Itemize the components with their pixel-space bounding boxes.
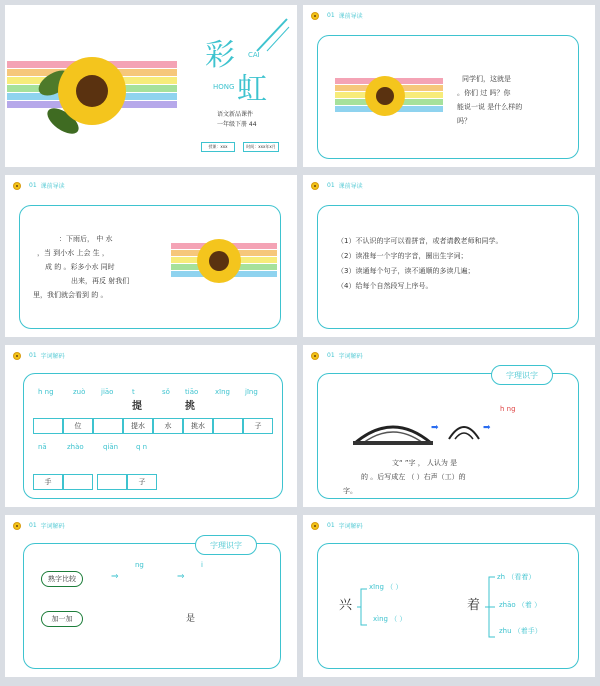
etymology-line-2: 的 。后写成左 （ ）右声（工）的	[361, 473, 466, 481]
pinyin: xīng	[215, 388, 230, 396]
slide-header: 01 字词解码	[311, 351, 363, 360]
word-box[interactable]	[63, 474, 93, 490]
pinyin: jiāo	[101, 388, 114, 396]
arrow-icon: ⇒	[177, 572, 185, 582]
reading-zhe: zhāo （着 ）	[499, 601, 542, 609]
requirement-1: （1）不认识的字可以看拼音，或者请教老师和同学。	[337, 237, 503, 245]
word-box[interactable]	[213, 418, 243, 434]
pinyin: qiān	[103, 443, 119, 451]
sunflower-icon	[13, 522, 25, 530]
sunflower-icon	[311, 352, 323, 360]
slide-1-title[interactable]	[5, 5, 297, 167]
sunflower-icon	[311, 12, 323, 20]
word-box[interactable]	[97, 474, 127, 490]
rainbow-sunflower-image	[335, 68, 445, 130]
etymology-line-1: 文“ ”字 ， 人认为 是	[392, 459, 458, 467]
add-pill[interactable]: 加一加	[41, 611, 83, 627]
arrow-icon: ➡	[483, 423, 491, 433]
intro-line-2: 。你们 过 吗？你	[457, 89, 511, 97]
slide-5-words[interactable]	[5, 345, 297, 507]
reading-xing: xīng （ ）	[369, 583, 403, 591]
bold-char-tiao: 挑	[185, 401, 195, 412]
etymology-cloud: 字理识字	[195, 535, 257, 555]
ancient-character-image	[447, 421, 481, 441]
slide-header: 01 课前导读	[13, 181, 65, 190]
pinyin: zuò	[73, 388, 86, 396]
word-box[interactable]	[33, 418, 63, 434]
pinyin: i	[201, 561, 203, 569]
requirement-4: （4）给每个自然段写上序号。	[337, 282, 433, 290]
pinyin: jīng	[245, 388, 258, 396]
reading-line-4: 出来，再反 射我们	[71, 277, 130, 285]
rainbow-sunflower-image	[7, 33, 187, 143]
word-box[interactable]: 提水	[123, 418, 153, 434]
slide-header: 01 课前导读	[311, 11, 363, 20]
slide-header: 01 课前导读	[311, 181, 363, 190]
requirement-2: （2）读准每一个字的字音，圈出生字词；	[337, 252, 468, 260]
pinyin: zhào	[67, 443, 84, 451]
slide-header: 01 字词解码	[13, 521, 65, 530]
pinyin: tiāo	[185, 388, 199, 396]
word-box[interactable]: 位	[63, 418, 93, 434]
pinyin-hong: h ng	[500, 405, 516, 413]
compare-pill[interactable]: 熟字比较	[41, 571, 83, 587]
word-box[interactable]: 手	[33, 474, 63, 490]
sunflower-icon	[311, 522, 323, 530]
slide-2-intro[interactable]	[303, 5, 595, 167]
teacher-button[interactable]: 授课：xxx	[201, 142, 235, 152]
date-button[interactable]: 时间：xxx年x月	[243, 142, 279, 152]
pinyin: t	[132, 388, 135, 396]
bracket-icon	[485, 575, 497, 639]
slide-8-polyphones[interactable]	[303, 515, 595, 677]
bracket-icon	[357, 587, 369, 627]
slide-7-compare[interactable]	[5, 515, 297, 677]
sunflower-icon	[13, 182, 25, 190]
intro-line-1: 同学们，这就是	[462, 75, 511, 83]
requirement-3: （3）读通每个句子，读不通顺的多读几遍；	[337, 267, 475, 275]
bridge-image	[353, 415, 433, 447]
word-box[interactable]	[93, 418, 123, 434]
reading-line-5: 里，我们就会看到 的 。	[33, 291, 108, 299]
pinyin: sǒ	[162, 388, 170, 396]
pinyin: q n	[136, 443, 148, 451]
pinyin: nā	[38, 443, 47, 451]
char-zhe: 着	[467, 598, 481, 613]
etymology-line-3: 字。	[343, 487, 357, 495]
reading-xing: xìng （ ）	[373, 615, 407, 623]
reading-zhe: zhu （着手）	[499, 627, 542, 635]
char-xing: 兴	[339, 598, 353, 613]
pinyin: h ng	[38, 388, 54, 396]
slide-header: 01 字词解码	[13, 351, 65, 360]
title-hong: 虹	[237, 72, 267, 107]
arrow-icon: ➡	[431, 423, 439, 433]
slide-4-requirements[interactable]	[303, 175, 595, 337]
reading-line-1: ：下雨后， 中 水	[59, 235, 113, 243]
sunflower-icon	[311, 182, 323, 190]
content-frame	[23, 543, 281, 669]
word-box[interactable]: 子	[243, 418, 273, 434]
slide-header: 01 字词解码	[311, 521, 363, 530]
title-cai: 彩	[205, 38, 235, 73]
word-box[interactable]: 水	[153, 418, 183, 434]
pinyin: ng	[135, 561, 144, 569]
sunflower-icon	[13, 352, 25, 360]
slide-3-reading[interactable]	[5, 175, 297, 337]
reading-zhe: zh （看着）	[497, 573, 536, 581]
word-box[interactable]: 挑水	[183, 418, 213, 434]
char-shi: 是	[186, 614, 196, 624]
bold-char-ti: 提	[132, 401, 142, 412]
reading-line-2: ，当 到小水 上会 生 ，	[37, 249, 109, 257]
slide-6-etymology[interactable]	[303, 345, 595, 507]
word-box[interactable]: 子	[127, 474, 157, 490]
intro-line-4: 吗？	[457, 117, 471, 125]
subtitle-2: 一年级下册 44	[217, 121, 257, 128]
rainbow-sunflower-image	[171, 231, 279, 301]
pinyin-cai: CAI	[248, 51, 260, 59]
reading-line-3: 成 的 。彩多小水 同时	[45, 263, 115, 271]
intro-line-3: 能说一说 是什么样的	[457, 103, 523, 111]
stroke-decoration-icon	[253, 15, 293, 55]
arrow-icon: ⇒	[111, 572, 119, 582]
etymology-cloud: 字理识字	[491, 365, 553, 385]
pinyin-hong: HONG	[213, 83, 235, 91]
subtitle-1: 语文新品课件	[217, 111, 254, 118]
